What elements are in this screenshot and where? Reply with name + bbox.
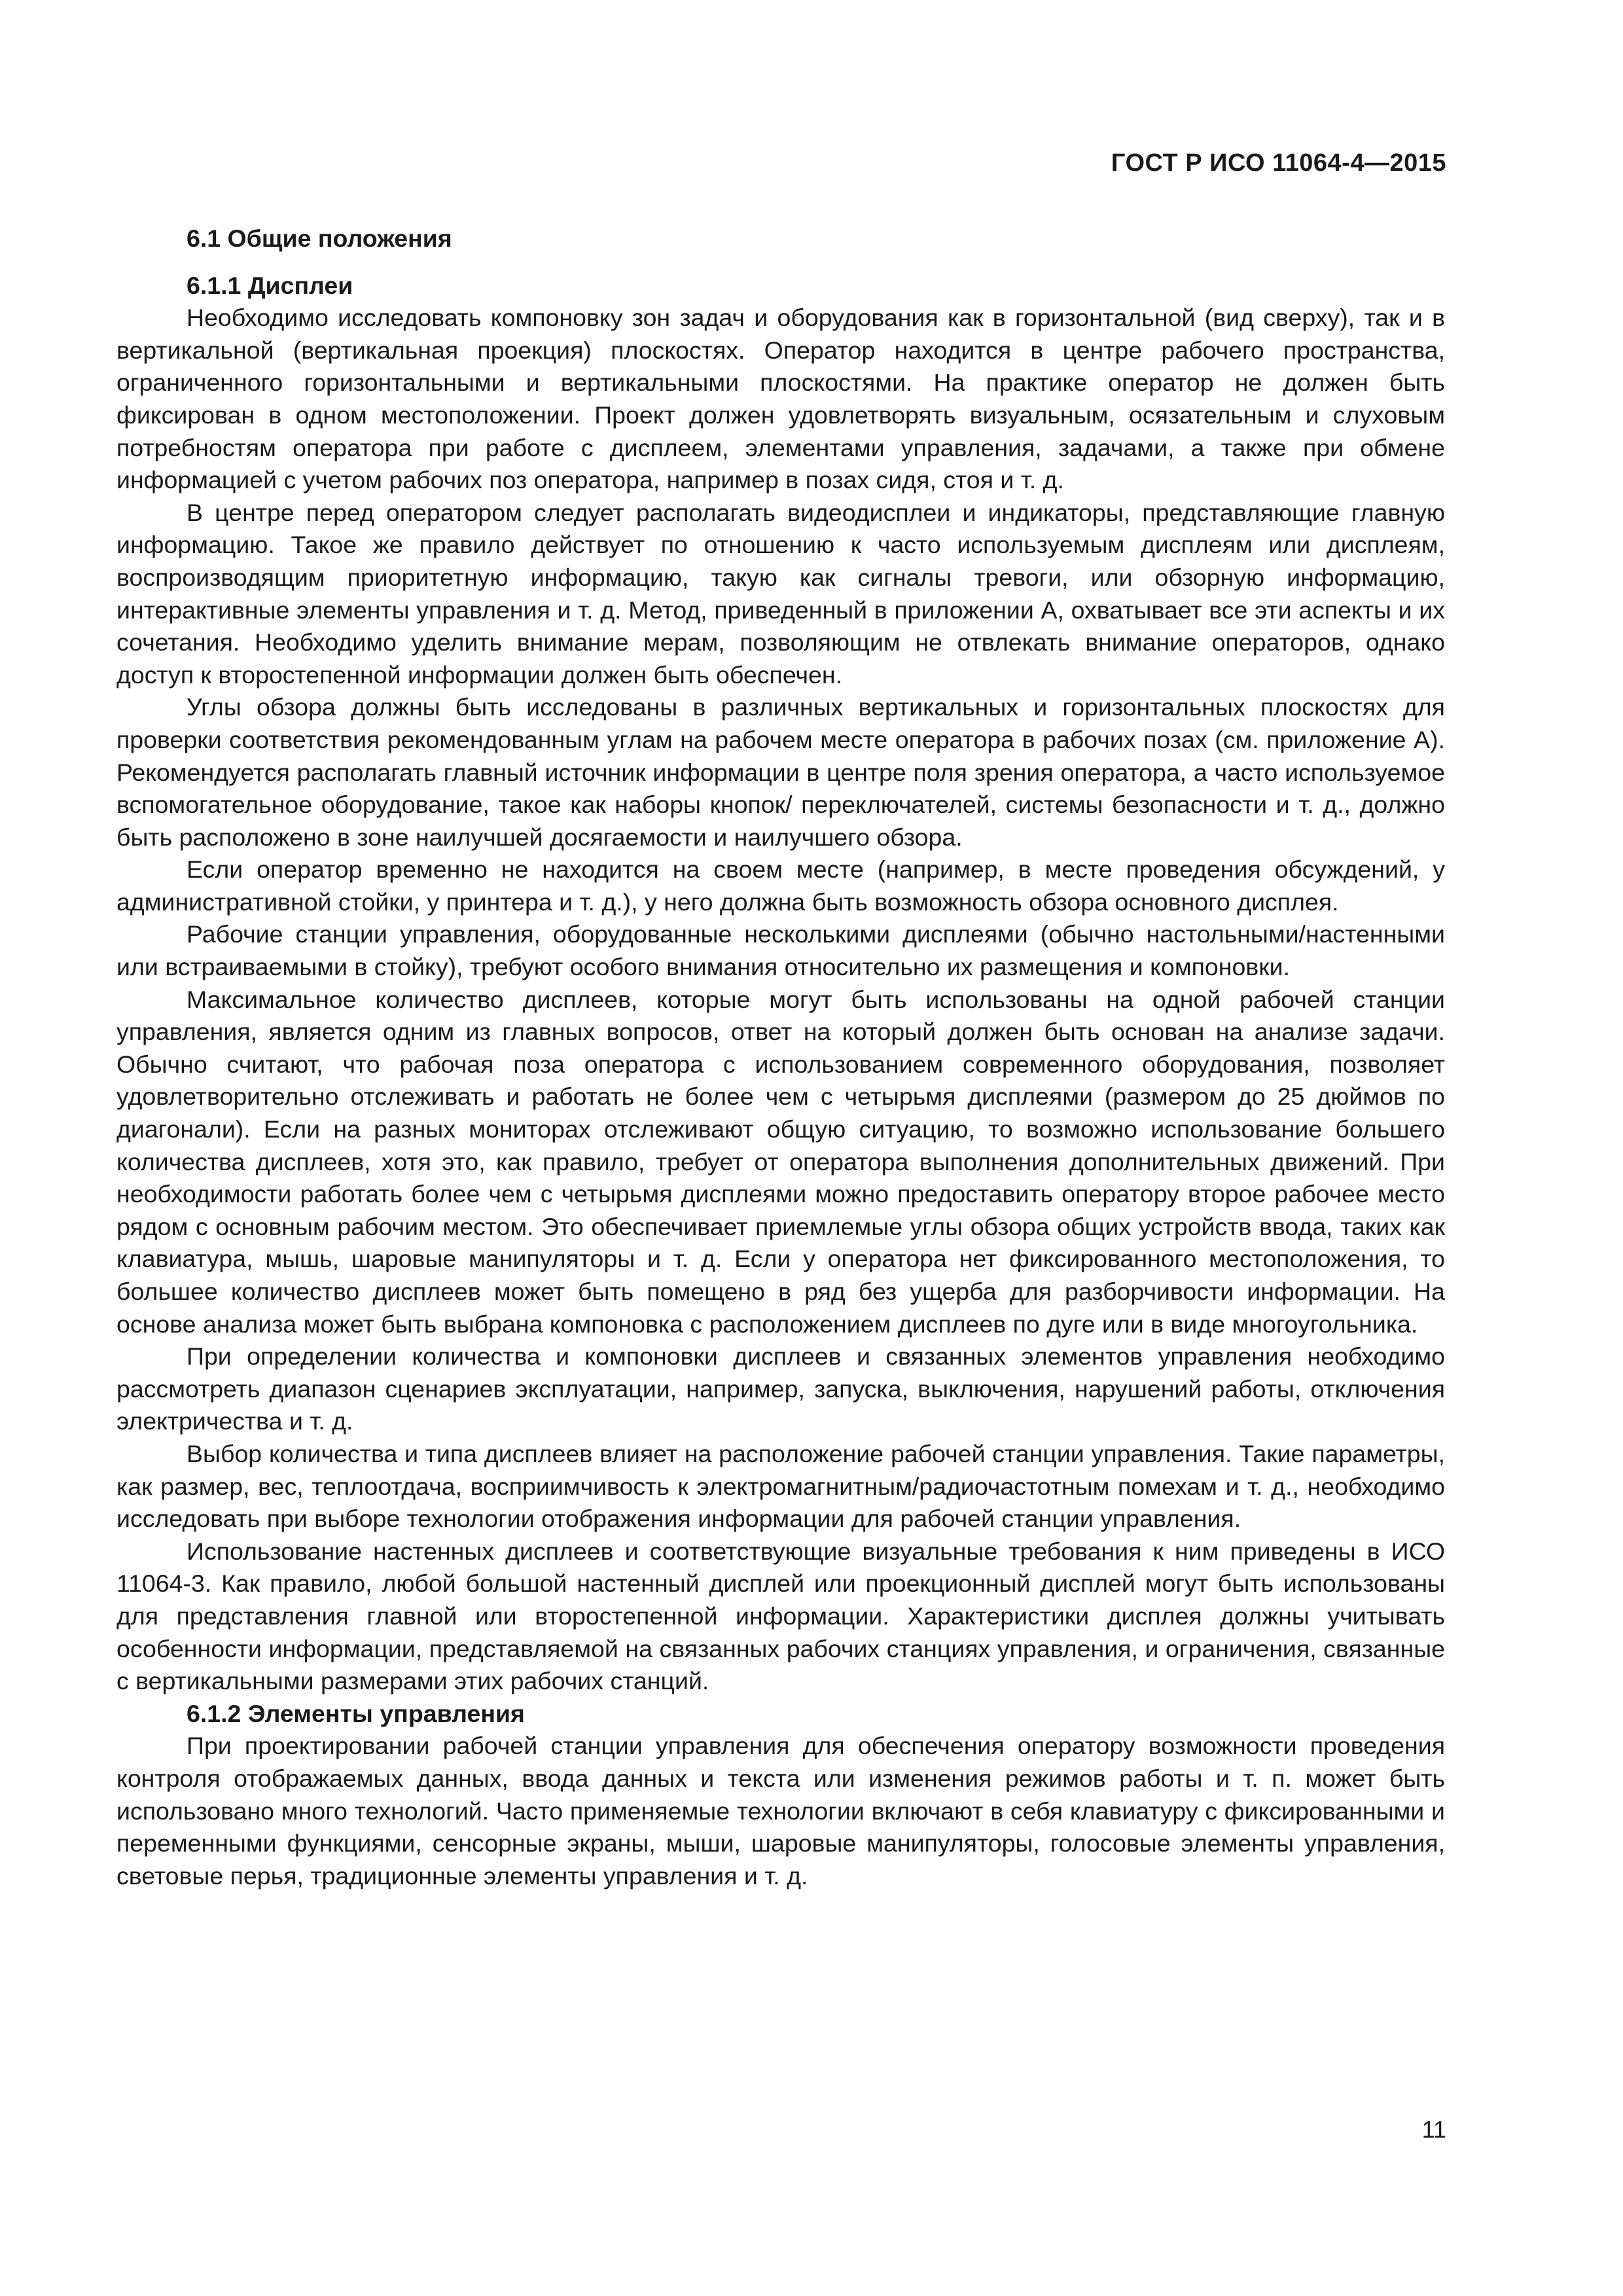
paragraph: Углы обзора должны быть исследованы в различных вертикальных и горизонтальных плоскостях для проверки соответствия рекомендованным углам на рабочем месте оператора в рабочих позах (см. приложение А). Рекомендуется располагать главный источник информации в центре поля зрения оператора, а часто используемое вспомогательное оборудование, такое как наборы кнопок/ переключателей, системы безопасности и т. д., должно быть расположено в зоне наилучшей досягаемости и наилучшего обзора. xyxy=(116,693,1445,851)
paragraph: Максимальное количество дисплеев, которые могут быть использованы на одной рабочей станции управления, является одним из главных вопросов, ответ на который должен быть основан на анализе задачи. Обычно считают, что рабочая поза оператора с использованием современного оборудования, позволяет удовлетворительно отслеживать и работать не более чем с четырьмя дисплеями (размером до 25 дюймов по диагонали). Если на разных мониторах отслеживают общую ситуацию, то возможно использование большего количества дисплеев, хотя это, как правило, требует от оператора выполнения дополнительных движений. При необходимости работать более чем с четырьмя дисплеями можно предоставить оператору второе рабочее место рядом с основным рабочим местом. Это обеспечивает приемлемые углы обзора общих устройств ввода, таких как клавиатура, мышь, шаровые манипуляторы и т. д. Если у оператора нет фиксированного местоположения, то большее количество дисплеев может быть помещено в ряд без ущерба для разборчивости информации. На основе анализа может быть выбрана компоновка с расположением дисплеев по дуге или в виде многоугольника. xyxy=(116,985,1445,1338)
document-header: ГОСТ Р ИСО 11064-4—2015 xyxy=(1111,149,1446,177)
subsection-title-displays: 6.1.1 Дисплеи xyxy=(187,271,353,299)
page-number: 11 xyxy=(1421,2116,1446,2143)
section-title: 6.1 Общие положения xyxy=(187,224,452,252)
subsection-title-controls: 6.1.2 Элементы управления xyxy=(187,1699,525,1727)
paragraph: При проектировании рабочей станции управления для обеспечения оператору возможности проведения контроля отображаемых данных, ввода данных и текста или изменения режимов работы и т. п. может быть использовано много технологий. Часто применяемые технологии включают в себя клавиатуру с фиксированными и переменными функциями, сенсорные экраны, мыши, шаровые манипуляторы, голосовые элементы управления, световые перья, традиционные элементы управления и т. д. xyxy=(116,1732,1445,1890)
paragraph: Рабочие станции управления, оборудованные несколькими дисплеями (обычно настольными/настенными или встраиваемыми в стойку), требуют особого внимания относительно их размещения и компоновки. xyxy=(116,920,1445,981)
document-body xyxy=(116,223,1445,1892)
paragraph: Выбор количества и типа дисплеев влияет на расположение рабочей станции управления. Такие параметры, как размер, вес, теплоотдача, восприимчивость к электромагнитным/радиочастотным помехам и т. д., необходимо исследовать при выборе технологии отображения информации для рабочей станции управления. xyxy=(116,1439,1445,1533)
paragraph: В центре перед оператором следует располагать видеодисплеи и индикаторы, представляющие главную информацию. Такое же правило действует по отношению к часто используемым дисплеям или дисплеям, воспроизводящим приоритетную информацию, такую как сигналы тревоги, или обзорную информацию, интерактивные элементы управления и т. д. Метод, приведенный в приложении А, охватывает все эти аспекты и их сочетания. Необходимо уделить внимание мерам, позволяющим не отвлекать внимание операторов, однако доступ к второстепенной информации должен быть обеспечен. xyxy=(116,498,1445,689)
paragraph: Если оператор временно не находится на своем месте (например, в месте проведения обсуждений, у административной стойки, у принтера и т. д.), у него должна быть возможность обзора основного дисплея. xyxy=(116,855,1445,916)
paragraph: Необходимо исследовать компоновку зон задач и оборудования как в горизонтальной (вид сверху), так и в вертикальной (вертикальная проекция) плоскостях. Оператор находится в центре рабочего пространства, ограниченного горизонтальными и вертикальными плоскостями. На практике оператор не должен быть фиксирован в одном местоположении. Проект должен удовлетворять визуальным, осязательным и слуховым потребностям оператора при работе с дисплеем, элементами управления, задачами, а также при обмене информацией с учетом рабочих поз оператора, например в позах сидя, стоя и т. д. xyxy=(116,304,1445,494)
paragraph: При определении количества и компоновки дисплеев и связанных элементов управления необходимо рассмотреть диапазон сценариев эксплуатации, например, запуска, выключения, нарушений работы, отключения электричества и т. д. xyxy=(116,1342,1445,1435)
paragraph: Использование настенных дисплеев и соответствующие визуальные требования к ним приведены в ИСО 11064-3. Как правило, любой большой настенный дисплей или проекционный дисплей могут быть использованы для представления главной или второстепенной информации. Характеристики дисплея должны учитывать особенности информации, представляемой на связанных рабочих станциях управления, и ограничения, связанные с вертикальными размерами этих рабочих станций. xyxy=(116,1537,1445,1695)
